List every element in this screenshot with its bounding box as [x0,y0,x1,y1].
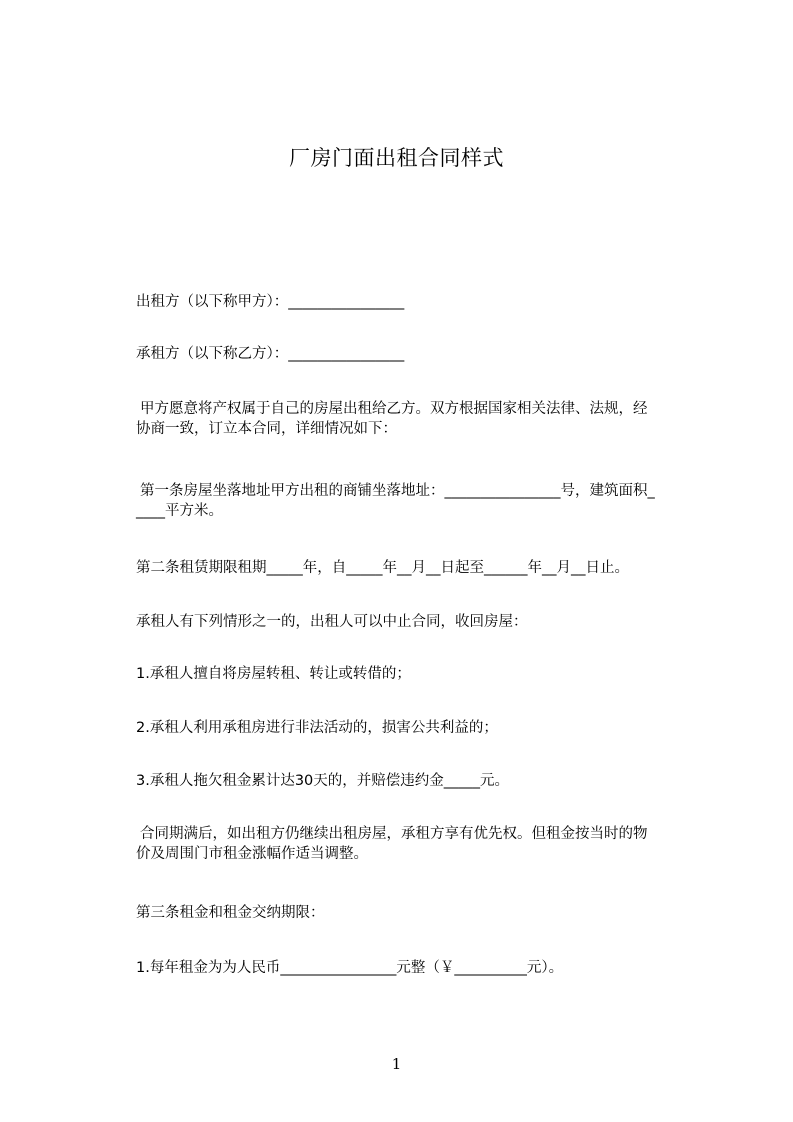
paragraph-renewal-line1: 合同期满后，如出租方仍继续出租房屋，承租方享有优先权。但租金按当时的物 [140,826,648,842]
paragraph-renewal-line2: 价及周围门市租金涨幅作适当调整。 [136,846,368,862]
paragraph-article-1-line1: 第一条房屋坐落地址甲方出租的商铺坐落地址：________________号，建筑面积_ [140,483,655,499]
paragraph-intro-line1: 甲方愿意将产权属于自己的房屋出租给乙方。双方根据国家相关法律、法规，经 [140,401,648,417]
list-item-2: 2.承租人利用承租房进行非法活动的，损害公共利益的； [136,720,498,736]
list-item-1: 1.承租人擅自将房屋转租、转让或转借的； [136,666,411,682]
paragraph-article-3: 第三条租金和租金交纳期限： [136,905,325,921]
paragraph-intro [136,399,706,439]
list-item-3: 3.承租人拖欠租金累计达30天的，并赔偿违约金_____元。 [136,773,510,789]
paragraph-renewal [136,824,706,864]
paragraph-lessor: 出租方（以下称甲方）：________________ [136,294,405,310]
list-item-rent-amount: 1.每年租金为为人民币________________元整（￥__________元）。 [136,960,564,976]
paragraph-article-2: 第二条租赁期限租期_____年，自_____年__月__日起至______年__月__日止。 [136,560,629,576]
paragraph-intro-line2: 协商一致，订立本合同，详细情况如下： [136,421,397,437]
page-number: 1 [391,1055,402,1073]
document-title: 厂房门面出租合同样式 [289,146,504,170]
paragraph-termination-conditions: 承租人有下列情形之一的，出租人可以中止合同，收回房屋： [136,614,528,630]
paragraph-article-1 [136,481,706,521]
paragraph-article-1-line2: ____平方米。 [136,503,223,519]
paragraph-lessee: 承租方（以下称乙方）：________________ [136,346,405,362]
